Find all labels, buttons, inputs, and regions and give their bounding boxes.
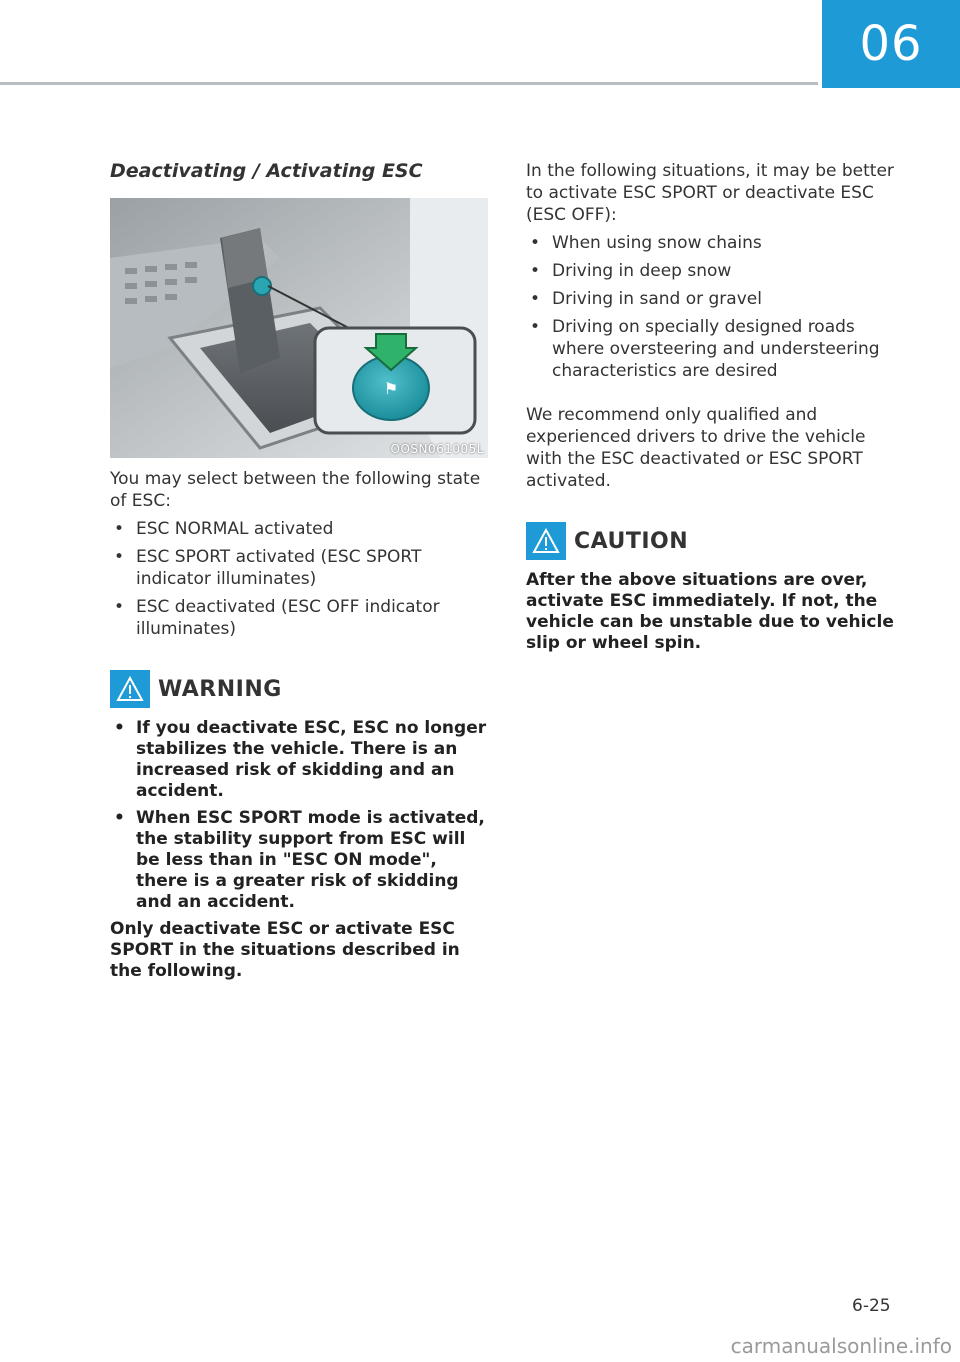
caution-header — [526, 522, 906, 560]
header-rule — [0, 82, 818, 85]
right-column — [526, 160, 906, 654]
situations-list — [526, 232, 906, 382]
watermark: carmanualsonline.info — [730, 1334, 952, 1358]
page-number: 6-25 — [852, 1296, 891, 1316]
figure-code: OOSN061005L — [390, 442, 484, 456]
list-item: • ESC NORMAL activated — [110, 518, 488, 540]
chapter-tab: 06 — [822, 0, 960, 88]
list-item: • Driving on specially designed roads where oversteering and understeering characteristics are desired — [526, 316, 906, 382]
warning-header — [110, 670, 488, 708]
situations-intro: In the following situations, it may be better to activate ESC SPORT or deactivate ESC (ESC OFF): — [526, 161, 894, 225]
section-title: Deactivating / Activating ESC — [110, 160, 423, 182]
esc-switch-figure — [110, 198, 488, 458]
warning-note: Only deactivate ESC or activate ESC SPORT in the situations described in the following. — [110, 919, 460, 981]
caution-text: After the above situations are over, activate ESC immediately. If not, the vehicle can be unstable due to vehicle slip or wheel spin. — [526, 570, 894, 653]
caution-icon — [526, 522, 566, 560]
caution-title: CAUTION — [574, 528, 689, 554]
intro-text: You may select between the following state of ESC: — [110, 469, 481, 511]
svg-text:⚑: ⚑ — [383, 379, 399, 398]
list-item: • When using snow chains — [526, 232, 906, 254]
list-item: • Driving in sand or gravel — [526, 288, 906, 310]
list-item: • Driving in deep snow — [526, 260, 906, 282]
warning-list — [110, 718, 488, 913]
warning-title: WARNING — [158, 676, 282, 702]
list-item: • When ESC SPORT mode is activated, the stability support from ESC will be less than in "ESC ON mode", there is a greater risk of skidding and an accident. — [110, 808, 488, 913]
recommendation-text: We recommend only qualified and experienced drivers to drive the vehicle with the ESC deactivated or ESC SPORT activated. — [526, 405, 866, 491]
warning-icon — [110, 670, 150, 708]
list-item: • ESC SPORT activated (ESC SPORT indicator illuminates) — [110, 546, 488, 590]
esc-options-list — [110, 518, 488, 640]
left-column — [110, 160, 488, 982]
list-item: • ESC deactivated (ESC OFF indicator illuminates) — [110, 596, 488, 640]
list-item: • If you deactivate ESC, ESC no longer stabilizes the vehicle. There is an increased risk of skidding and an accident. — [110, 718, 488, 802]
console-illustration — [110, 198, 488, 458]
